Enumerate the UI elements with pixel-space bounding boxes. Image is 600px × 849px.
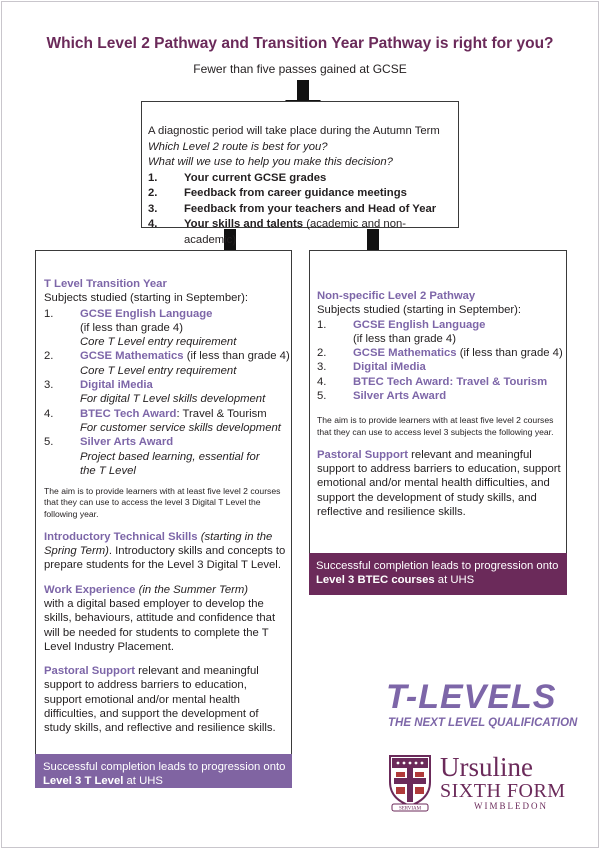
intro-skills-paragraph: Introductory Technical Skills (starting in the Spring Term). Introductory skills and concepts to prepare students for the Level 3 Digital T Level. xyxy=(44,530,286,572)
section-heading: T Level Transition Year xyxy=(44,278,167,290)
t-levels-logo: T-LEVELS xyxy=(386,678,557,716)
non-specific-pathway-box xyxy=(309,250,567,595)
page-subtitle: Fewer than five passes gained at GCSE xyxy=(193,62,407,76)
pastoral-paragraph: Pastoral Support relevant and meaningful support to address barriers to education, support emotional and/or mental health difficulties, and support the development of study skills, and reflective and resilience skills. xyxy=(44,665,276,735)
diagnostic-intro: A diagnostic period will take place during the Autumn Term xyxy=(148,125,440,137)
school-crest-icon xyxy=(386,752,434,812)
work-experience-paragraph: Work Experience (in the Summer Term) with a digital based employer to develop the skills, behaviours, attitude and confidence that will be needed for students to complete the T Level Industry Placement. xyxy=(44,583,276,653)
diagnostic-list xyxy=(148,171,458,249)
list-item: 1. Your current GCSE grades xyxy=(148,171,327,184)
subject-item: 1. GCSE English Language (if less than grade 4) Core T Level entry requirement xyxy=(44,307,237,349)
school-name: Ursuline xyxy=(440,752,533,782)
subject-item: 3. Digital iMedia xyxy=(317,361,426,374)
list-item: 2. Feedback from career guidance meetings xyxy=(148,187,407,199)
subject-item: 2. GCSE Mathematics (if less than grade 4) xyxy=(317,347,563,360)
progression-banner: Successful completion leads to progression onto Level 3 T Level at UHS xyxy=(35,754,292,788)
diagnostic-box xyxy=(141,101,459,246)
diagnostic-question: Which Level 2 route is best for you? xyxy=(148,140,328,153)
diagnostic-question: What will we use to help you make this decision? xyxy=(148,156,393,168)
section-heading: Non-specific Level 2 Pathway xyxy=(317,290,476,302)
t-level-transition-box xyxy=(35,250,292,788)
list-item: 3. Feedback from your teachers and Head of Year xyxy=(148,202,437,215)
progression-banner: Successful completion leads to progression onto Level 3 BTEC courses at UHS xyxy=(309,553,567,595)
subjects-intro: Subjects studied (starting in September): xyxy=(44,292,249,305)
subject-item: 1. GCSE English Language (if less than grade 4) xyxy=(317,318,486,345)
school-subtitle: SIXTH FORM xyxy=(440,780,566,802)
school-location: WIMBLEDON xyxy=(474,801,548,811)
subject-item: 4. BTEC Tech Award: Travel & Tourism For customer service skills development xyxy=(44,407,281,434)
t-levels-tagline: THE NEXT LEVEL QUALIFICATION xyxy=(388,717,578,729)
subject-item: 4. BTEC Tech Award: Travel & Tourism xyxy=(317,375,548,388)
subject-item: 2. GCSE Mathematics (if less than grade 4) Core T Level entry requirement xyxy=(44,350,290,377)
subject-item: 5. Silver Arts Award Project based learning, essential for the T Level xyxy=(44,436,260,477)
aim-text: The aim is to provide learners with at least five level 2 courses that they can use to access the level 3 Digital T Level the following year. xyxy=(44,486,281,519)
subject-item: 5. Silver Arts Award xyxy=(317,390,447,403)
subjects-intro: Subjects studied (starting in September): xyxy=(317,304,522,317)
list-item: 4. Your skills and talents (academic and non-academic) xyxy=(148,218,407,246)
page-title: Which Level 2 Pathway and Transition Year Pathway is right for you? xyxy=(46,35,554,52)
svg-text:SERVIAM: SERVIAM xyxy=(398,806,422,812)
pastoral-paragraph: Pastoral Support relevant and meaningful support to address barriers to education, support emotional and/or mental health difficulties, and support the development of study skills, and reflective and resilience skills. xyxy=(317,448,561,518)
subject-item: 3. Digital iMedia For digital T Level skills development xyxy=(44,379,266,406)
aim-text: The aim is to provide learners with at least five level 2 courses that they can use to access level 3 subjects the following year. xyxy=(317,415,554,437)
